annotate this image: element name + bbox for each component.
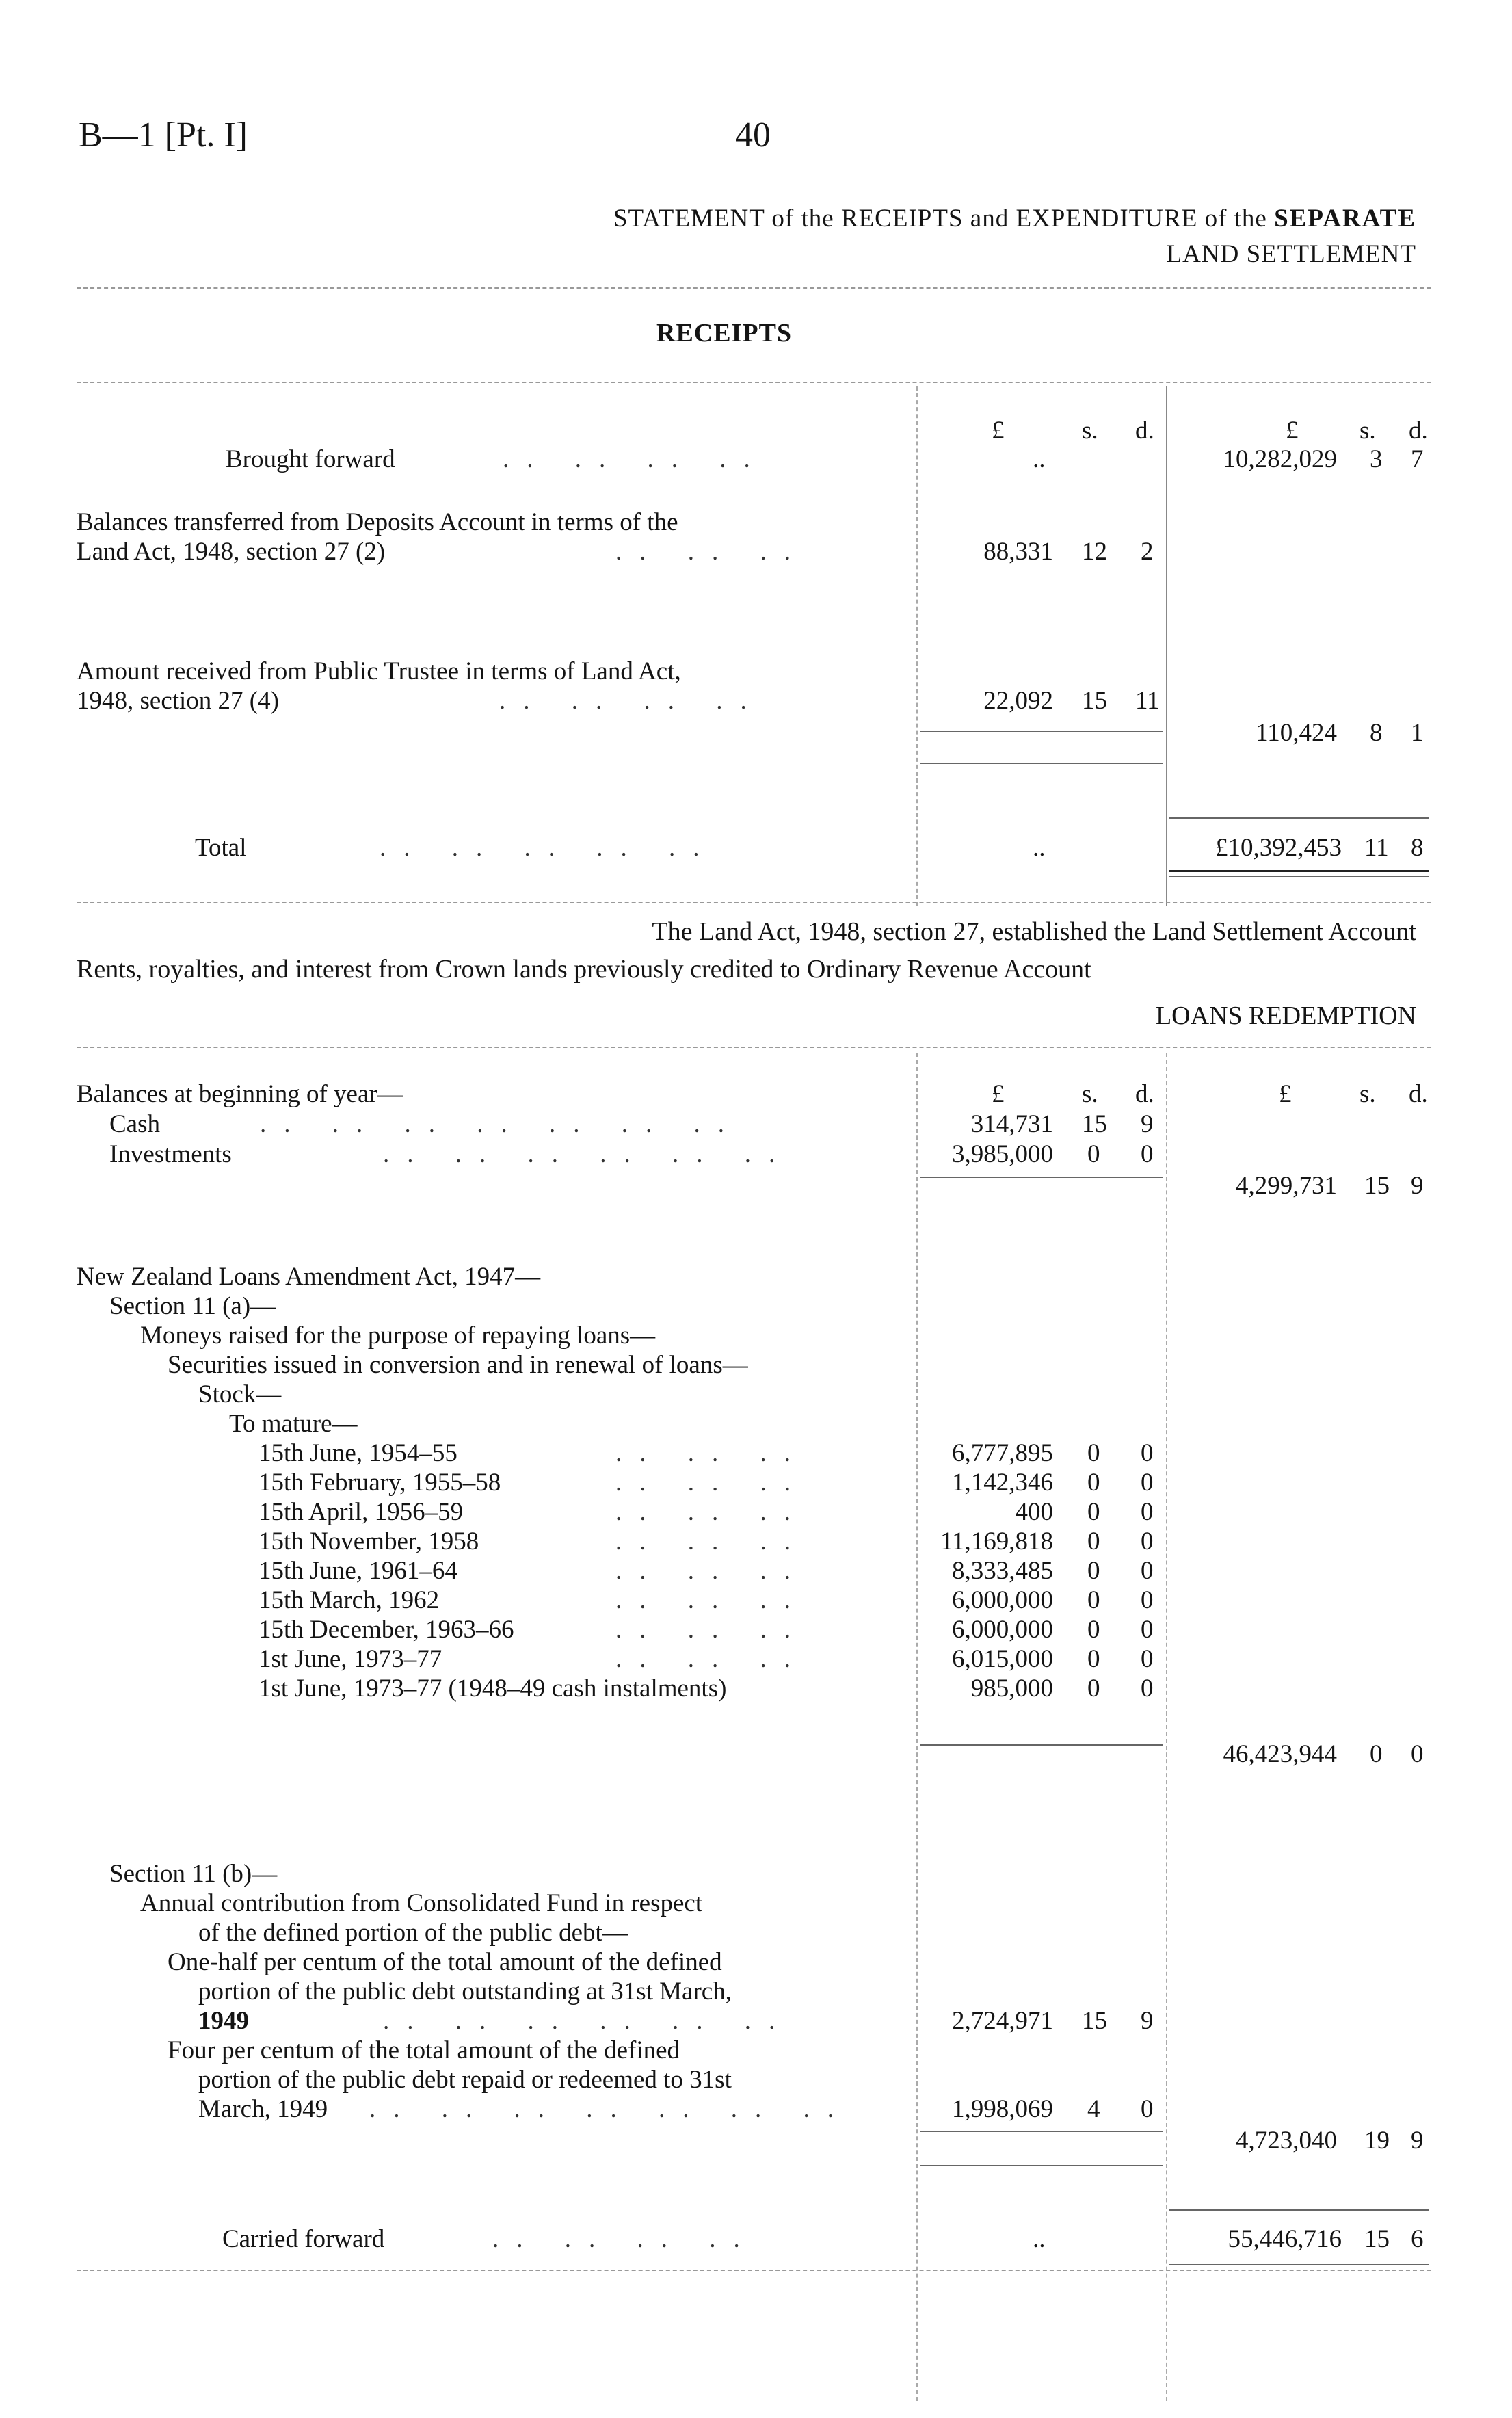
securities-label: Securities issued in conversion and in renewal of loans—: [168, 1351, 748, 1379]
balances-total-pence: 9: [1411, 1172, 1424, 1200]
investments-pence: 0: [1141, 1140, 1154, 1168]
receipts-inner-pounds-header: £: [992, 417, 1005, 445]
maturity-shillings: 0: [1087, 1645, 1100, 1673]
maturities-subtotal-rule: [920, 1744, 1163, 1746]
header-rule: [77, 287, 1431, 289]
loans-bottom-rule: [77, 2270, 1431, 2271]
receipts-heading: RECEIPTS: [656, 319, 793, 347]
maturity-pence: 0: [1141, 1469, 1154, 1497]
leader-dots: .. .. .. .. .. .. ..: [369, 2095, 851, 2123]
receipts-inner-pence-header: d.: [1135, 417, 1154, 445]
receipts-bottom-rule: [77, 902, 1431, 903]
loans-col-divider-1: [916, 1053, 918, 2401]
maturity-pence: 0: [1141, 1439, 1154, 1467]
maturity-label: 15th March, 1962: [258, 1586, 440, 1614]
leader-dots: .. .. .. .. .. ..: [383, 2007, 793, 2035]
maturity-shillings: 0: [1087, 1616, 1100, 1644]
balances-transferred-pounds: 88,331: [983, 538, 1053, 566]
leader-dots: .. .. ..: [615, 538, 808, 566]
one-half-label-1: One-half per centum of the total amount of the defined: [168, 1948, 722, 1976]
section-b-total-pence: 9: [1411, 2127, 1424, 2155]
amount-received-pounds: 22,092: [983, 687, 1053, 715]
receipts-total-label: Total: [195, 834, 247, 862]
receipts-subtotal-pence: 1: [1411, 719, 1424, 747]
maturities-total-pounds: 46,423,944: [1223, 1740, 1337, 1768]
receipts-inner-subtotal-rule: [920, 731, 1163, 732]
land-act-note: The Land Act, 1948, section 27, established the Land Settlement Account: [652, 917, 1416, 946]
annual-contribution-label-2: of the defined portion of the public debt—: [198, 1919, 628, 1947]
maturity-shillings: 0: [1087, 1586, 1100, 1614]
maturity-pounds: 6,000,000: [952, 1586, 1053, 1614]
maturity-shillings: 0: [1087, 1439, 1100, 1467]
receipts-total-pounds: £10,392,453: [1215, 834, 1342, 862]
maturity-shillings: 0: [1087, 1674, 1100, 1703]
leader-dots: .. .. ..: [615, 1439, 808, 1467]
page-number: 40: [735, 116, 771, 155]
leader-dots: .. .. .. .. ..: [380, 834, 717, 862]
loans-outer-pence-header: d.: [1409, 1080, 1428, 1108]
document-reference: B—1 [Pt. I]: [79, 116, 248, 155]
maturity-shillings: 0: [1087, 1469, 1100, 1497]
receipts-total-inner: ..: [1033, 834, 1046, 862]
brought-forward-shillings: 3: [1370, 445, 1383, 473]
maturity-pounds: 6,777,895: [952, 1439, 1053, 1467]
investments-pounds: 3,985,000: [952, 1140, 1053, 1168]
maturity-label: 1st June, 1973–77 (1948–49 cash instalments): [258, 1674, 727, 1703]
maturity-pounds: 6,000,000: [952, 1616, 1053, 1644]
amount-received-label-2: 1948, section 27 (4): [77, 687, 279, 715]
moneys-raised-label: Moneys raised for the purpose of repaying loans—: [140, 1322, 656, 1350]
brought-forward-pence: 7: [1411, 445, 1424, 473]
carried-forward-pence: 6: [1411, 2225, 1424, 2253]
receipts-total-shillings: 11: [1364, 834, 1389, 862]
leader-dots: .. .. ..: [615, 1498, 808, 1526]
four-percent-shillings: 4: [1087, 2095, 1100, 2123]
four-percent-label-1: Four per centum of the total amount of the defined: [168, 2036, 680, 2064]
maturity-pounds: 11,169,818: [940, 1527, 1053, 1555]
four-percent-label-3: March, 1949: [198, 2095, 328, 2123]
maturity-pounds: 8,333,485: [952, 1557, 1053, 1585]
carried-forward-shillings: 15: [1364, 2225, 1390, 2253]
maturity-shillings: 0: [1087, 1498, 1100, 1526]
leader-dots: .. .. .. .. .. .. ..: [260, 1110, 742, 1138]
maturity-shillings: 0: [1087, 1557, 1100, 1585]
balances-transferred-shillings: 12: [1082, 538, 1107, 566]
maturities-total-shillings: 0: [1370, 1740, 1383, 1768]
receipts-subtotal-pounds: 110,424: [1256, 719, 1337, 747]
balances-transferred-pence: 2: [1141, 538, 1154, 566]
section-b-subtotal-rule: [920, 2131, 1163, 2132]
loans-inner-shillings-header: s.: [1082, 1080, 1098, 1108]
to-mature-label: To mature—: [229, 1410, 358, 1438]
carried-forward-top-rule: [1169, 2209, 1429, 2211]
brought-forward-label: Brought forward: [226, 445, 395, 473]
maturity-pence: 0: [1141, 1645, 1154, 1673]
statement-title-line2: LAND SETTLEMENT: [1166, 240, 1416, 268]
carried-forward-inner: ..: [1033, 2225, 1046, 2253]
carried-forward-bottom-rule: [1169, 2264, 1429, 2265]
maturity-pence: 0: [1141, 1498, 1154, 1526]
amount-received-pence: 11: [1135, 687, 1160, 715]
section-b-inner-rule-2: [920, 2165, 1163, 2166]
balances-beginning-label: Balances at beginning of year—: [77, 1080, 403, 1108]
maturity-label: 1st June, 1973–77: [258, 1645, 442, 1673]
maturity-pounds: 400: [1015, 1498, 1053, 1526]
receipts-subtotal-shillings: 8: [1370, 719, 1383, 747]
receipts-outer-pence-header: d.: [1409, 417, 1428, 445]
balances-transferred-label-1: Balances transferred from Deposits Account in terms of the: [77, 508, 678, 536]
leader-dots: .. .. ..: [615, 1616, 808, 1644]
receipts-top-rule: [77, 382, 1431, 383]
cash-shillings: 15: [1082, 1110, 1107, 1138]
loans-inner-pence-header: d.: [1135, 1080, 1154, 1108]
brought-forward-inner: ..: [1033, 445, 1046, 473]
receipts-total-double-rule-1: [1169, 870, 1429, 872]
statement-title-prefix: STATEMENT of the RECEIPTS and EXPENDITURE of the: [613, 205, 1267, 233]
leader-dots: .. .. .. ..: [503, 445, 768, 473]
receipts-outer-pounds-header: £: [1286, 417, 1299, 445]
maturity-label: 15th June, 1954–55: [258, 1439, 457, 1467]
receipts-col-divider-1: [916, 386, 918, 906]
receipts-inner-shillings-header: s.: [1082, 417, 1098, 445]
loans-redemption-heading: LOANS REDEMPTION: [1155, 1001, 1416, 1030]
cash-pence: 9: [1141, 1110, 1154, 1138]
leader-dots: .. .. .. ..: [492, 2225, 758, 2253]
cash-label: Cash: [109, 1110, 160, 1138]
maturity-label: 15th December, 1963–66: [258, 1616, 514, 1644]
leader-dots: .. .. ..: [615, 1469, 808, 1497]
loans-inner-pounds-header: £: [992, 1080, 1005, 1108]
balances-subtotal-rule: [920, 1177, 1163, 1178]
investments-label: Investments: [109, 1140, 232, 1168]
section-b-label: Section 11 (b)—: [109, 1860, 278, 1888]
receipts-col-divider-2: [1166, 386, 1167, 906]
receipts-total-pence: 8: [1411, 834, 1424, 862]
amount-received-shillings: 15: [1082, 687, 1107, 715]
leader-dots: .. .. ..: [615, 1557, 808, 1585]
balances-total-pounds: 4,299,731: [1236, 1172, 1337, 1200]
one-half-label-3: 1949: [198, 2007, 249, 2035]
one-half-label-2: portion of the public debt outstanding at 31st March,: [198, 1977, 732, 2006]
maturity-pence: 0: [1141, 1527, 1154, 1555]
maturity-pence: 0: [1141, 1586, 1154, 1614]
receipts-inner-rule-2: [920, 763, 1163, 764]
maturity-label: 15th June, 1961–64: [258, 1557, 457, 1585]
maturity-pounds: 6,015,000: [952, 1645, 1053, 1673]
maturities-total-pence: 0: [1411, 1740, 1424, 1768]
stock-label: Stock—: [198, 1380, 282, 1408]
brought-forward-pounds: 10,282,029: [1223, 445, 1337, 473]
amount-received-label-1: Amount received from Public Trustee in terms of Land Act,: [77, 657, 681, 685]
statement-title-bold: SEPARATE: [1274, 205, 1416, 233]
leader-dots: .. .. .. ..: [499, 687, 765, 715]
rents-note: Rents, royalties, and interest from Crown lands previously credited to Ordinary Revenue Account: [77, 955, 1091, 984]
receipts-total-top-rule: [1169, 817, 1429, 819]
loans-act-label: New Zealand Loans Amendment Act, 1947—: [77, 1263, 541, 1291]
one-half-pounds: 2,724,971: [952, 2007, 1053, 2035]
four-percent-label-2: portion of the public debt repaid or redeemed to 31st: [198, 2066, 732, 2094]
balances-transferred-label-2: Land Act, 1948, section 27 (2): [77, 538, 386, 566]
leader-dots: .. .. .. .. .. ..: [383, 1140, 793, 1168]
four-percent-pounds: 1,998,069: [952, 2095, 1053, 2123]
section-b-total-shillings: 19: [1364, 2127, 1390, 2155]
section-b-total-pounds: 4,723,040: [1236, 2127, 1337, 2155]
receipts-outer-shillings-header: s.: [1360, 417, 1376, 445]
maturity-pence: 0: [1141, 1557, 1154, 1585]
section-a-label: Section 11 (a)—: [109, 1292, 276, 1320]
carried-forward-label: Carried forward: [222, 2225, 385, 2253]
balances-total-shillings: 15: [1364, 1172, 1390, 1200]
cash-pounds: 314,731: [970, 1110, 1053, 1138]
investments-shillings: 0: [1087, 1140, 1100, 1168]
carried-forward-pounds: 55,446,716: [1228, 2225, 1342, 2253]
maturity-label: 15th November, 1958: [258, 1527, 479, 1555]
one-half-shillings: 15: [1082, 2007, 1107, 2035]
annual-contribution-label-1: Annual contribution from Consolidated Fund in respect: [140, 1889, 703, 1917]
maturity-pounds: 1,142,346: [952, 1469, 1053, 1497]
maturity-label: 15th April, 1956–59: [258, 1498, 464, 1526]
one-half-pence: 9: [1141, 2007, 1154, 2035]
leader-dots: .. .. ..: [615, 1645, 808, 1673]
four-percent-pence: 0: [1141, 2095, 1154, 2123]
loans-top-rule: [77, 1047, 1431, 1048]
maturity-label: 15th February, 1955–58: [258, 1469, 501, 1497]
statement-title-line1: [613, 204, 1416, 233]
maturity-pence: 0: [1141, 1674, 1154, 1703]
loans-col-divider-2: [1166, 1053, 1167, 2401]
maturity-pounds: 985,000: [970, 1674, 1053, 1703]
loans-outer-pounds-header: £: [1279, 1080, 1292, 1108]
leader-dots: .. .. ..: [615, 1586, 808, 1614]
maturity-shillings: 0: [1087, 1527, 1100, 1555]
maturity-pence: 0: [1141, 1616, 1154, 1644]
loans-outer-shillings-header: s.: [1360, 1080, 1376, 1108]
receipts-total-double-rule-2: [1169, 876, 1429, 877]
leader-dots: .. .. ..: [615, 1527, 808, 1555]
